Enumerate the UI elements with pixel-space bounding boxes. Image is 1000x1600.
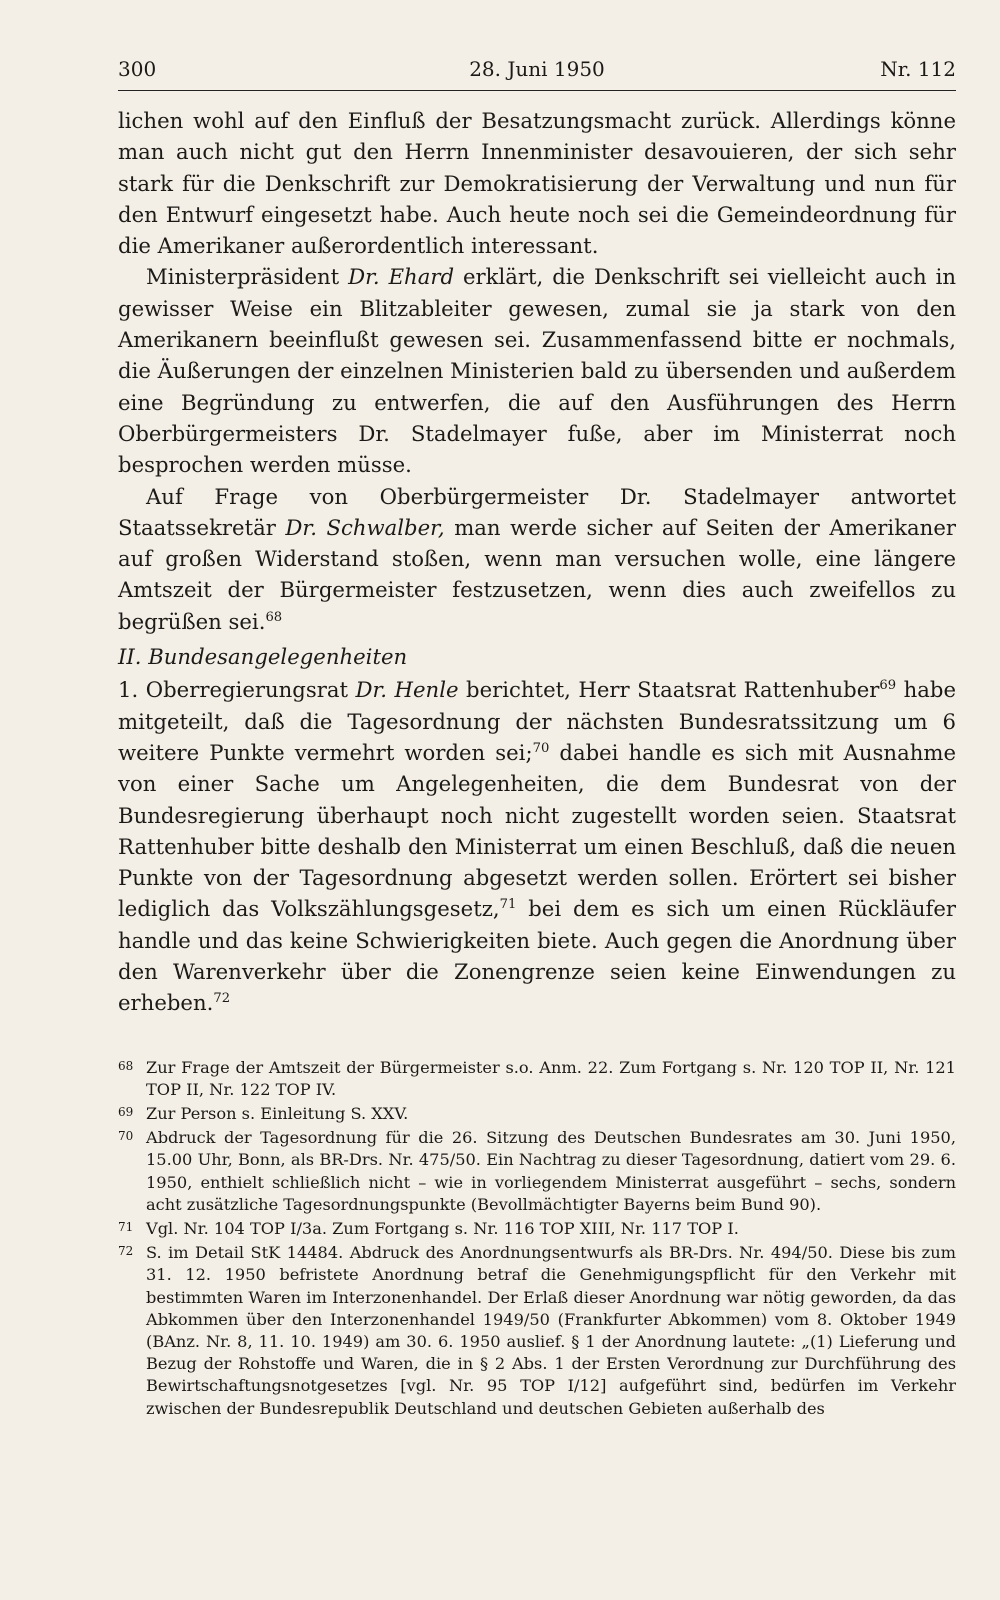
footnote (118, 1057, 956, 1101)
footnote-number: 69 (118, 1105, 134, 1120)
text-run: Auf Frage von Oberbürgermeister Dr. Stadelmayer antwortet Staatssekretär (118, 483, 956, 540)
footnote-ref[interactable]: 69 (879, 678, 897, 694)
footnote-number: 72 (118, 1244, 134, 1259)
section-heading: II. Bundesangelegenheiten (118, 644, 408, 670)
paragraph: lichen wohl auf den Einfluß der Besatzungsmacht zurück. Allerdings könne man auch nicht gut den Herrn Innenminister desavouieren, der sich sehr stark für die Denkschrift zur Demokratisierung der Verwaltung und nun für den Entwurf eingesetzt habe. Auch heute noch sei die Gemeindeordnung für die Amerikaner außerordentlich interessant. (118, 108, 956, 259)
footnote (118, 1127, 956, 1216)
footnote (118, 1218, 956, 1240)
text-run: dabei handle es sich mit Ausnahme von einer Sache um Angelegenheiten, die dem Bundesrat von der Bundesregierung überhaupt noch nicht zugestellt worden seien. Staatsrat Rattenhuber bitte deshalb den Ministerrat um einen Beschluß, daß die neuen Punkte von der Tagesordnung abgesetzt werden sollen. Erörtert sei bisher lediglich das Volkszählungsgesetz, (118, 739, 956, 922)
document-page (118, 56, 956, 1422)
footnote-ref[interactable]: 72 (213, 991, 231, 1007)
footnotes (118, 1057, 956, 1420)
paragraph (118, 261, 956, 480)
text-run: man werde sicher auf Seiten der Amerikaner auf großen Widerstand stoßen, wenn man versuchen wolle, eine längere Amtszeit der Bürgermeister festzusetzen, wenn dies auch zweifellos zu begrüßen sei. (118, 514, 956, 634)
footnote-ref[interactable]: 68 (265, 609, 283, 625)
footnote-ref[interactable]: 71 (499, 897, 517, 913)
footnote (118, 1103, 956, 1125)
speaker-name: Dr. Ehard (348, 264, 455, 290)
document-number: Nr. 112 (880, 57, 956, 81)
paragraph (118, 481, 956, 637)
text-run: berichtet, Herr Staatsrat Rattenhuber (458, 677, 880, 703)
footnote-text: Zur Frage der Amtszeit der Bürgermeister s.o. Anm. 22. Zum Fortgang s. Nr. 120 TOP II, Nr. 121 TOP II, Nr. 122 TOP IV. (146, 1057, 956, 1099)
speaker-name: Dr. Schwalber, (285, 514, 445, 540)
text-run: bei dem es sich um einen Rückläufer handle und das keine Schwierigkeiten biete. Auch gegen die Anordnung über den Warenverkehr über die Zonengrenze seien keine Einwendungen zu erheben. (118, 896, 956, 1016)
footnote-ref[interactable]: 70 (532, 740, 550, 756)
footnote (118, 1242, 956, 1420)
text-run: Ministerpräsident (146, 264, 349, 290)
footnote-number: 70 (118, 1129, 134, 1144)
footnote-number: 68 (118, 1058, 134, 1073)
footnote-text: Abdruck der Tagesordnung für die 26. Sitzung des Deutschen Bundesrates am 30. Juni 1950, 15.00 Uhr, Bonn, als BR-Drs. Nr. 475/50. Ein Nachtrag zu dieser Tagesordnung, datiert vom 29. 6. 1950, enthielt schließlich nicht – wie in vorliegendem Ministerrat ausgeführt – sechs, sondern acht zusätzliche Tagesordnungspunkte (Bevollmächtigter Bayerns beim Bund 90). (146, 1128, 956, 1214)
main-text (118, 105, 956, 1019)
text-run: erklärt, die Denkschrift sei vielleicht auch in gewisser Weise ein Blitzableiter gewesen, zumal sie ja stark von den Amerikanern beeinflußt gewesen sei. Zusammenfassend bitte er nochmals, die Äußerungen der einzelnen Ministerien bald zu übersenden und außerdem eine Begründung zu entwerfen, die auf den Ausführungen des Herrn Oberbürgermeisters Dr. Stadelmayer fuße, aber im Ministerrat noch besprochen werden müsse. (118, 264, 956, 478)
footnote-text: Zur Person s. Einleitung S. XXV. (146, 1104, 409, 1124)
text-run: habe mitgeteilt, daß die Tagesordnung der nächsten Bundesratssitzung um 6 weitere Punkte vermehrt worden sei; (118, 677, 957, 765)
page-number: 300 (118, 57, 157, 81)
paragraph (118, 674, 956, 1018)
header-date: 28. Juni 1950 (469, 57, 605, 81)
footnote-number: 71 (118, 1220, 134, 1235)
footnote-text: Vgl. Nr. 104 TOP I/3a. Zum Fortgang s. Nr. 116 TOP XIII, Nr. 117 TOP I. (146, 1219, 739, 1239)
speaker-name: Dr. Henle (355, 677, 459, 703)
footnote-text: S. im Detail StK 14484. Abdruck des Anordnungsentwurfs als BR-Drs. Nr. 494/50. Diese bis zum 31. 12. 1950 befristete Anordnung betraf die Genehmigungspflicht für den Verkehr mit bestimmten Waren im Interzonenhandel. Der Erlaß dieser Anordnung war nötig geworden, da das Abkommen über den Interzonenhandel 1949/50 (Frankfurter Abkommen) vom 8. Oktober 1949 (BAnz. Nr. 8, 11. 10. 1949) am 30. 6. 1950 auslief. § 1 der Anordnung lautete: „(1) Lieferung und Bezug der Rohstoffe und Waren, die in § 2 Abs. 1 der Ersten Verordnung zur Durchführung des Bewirtschaftungsnotgesetzes [vgl. Nr. 95 TOP I/12] aufgeführt sind, bedürfen im Verkehr zwischen der Bundesrepublik Deutschland und deutschen Gebieten außerhalb des (146, 1243, 956, 1418)
running-header (118, 56, 956, 91)
text-run: 1. Oberregierungsrat (118, 677, 356, 703)
